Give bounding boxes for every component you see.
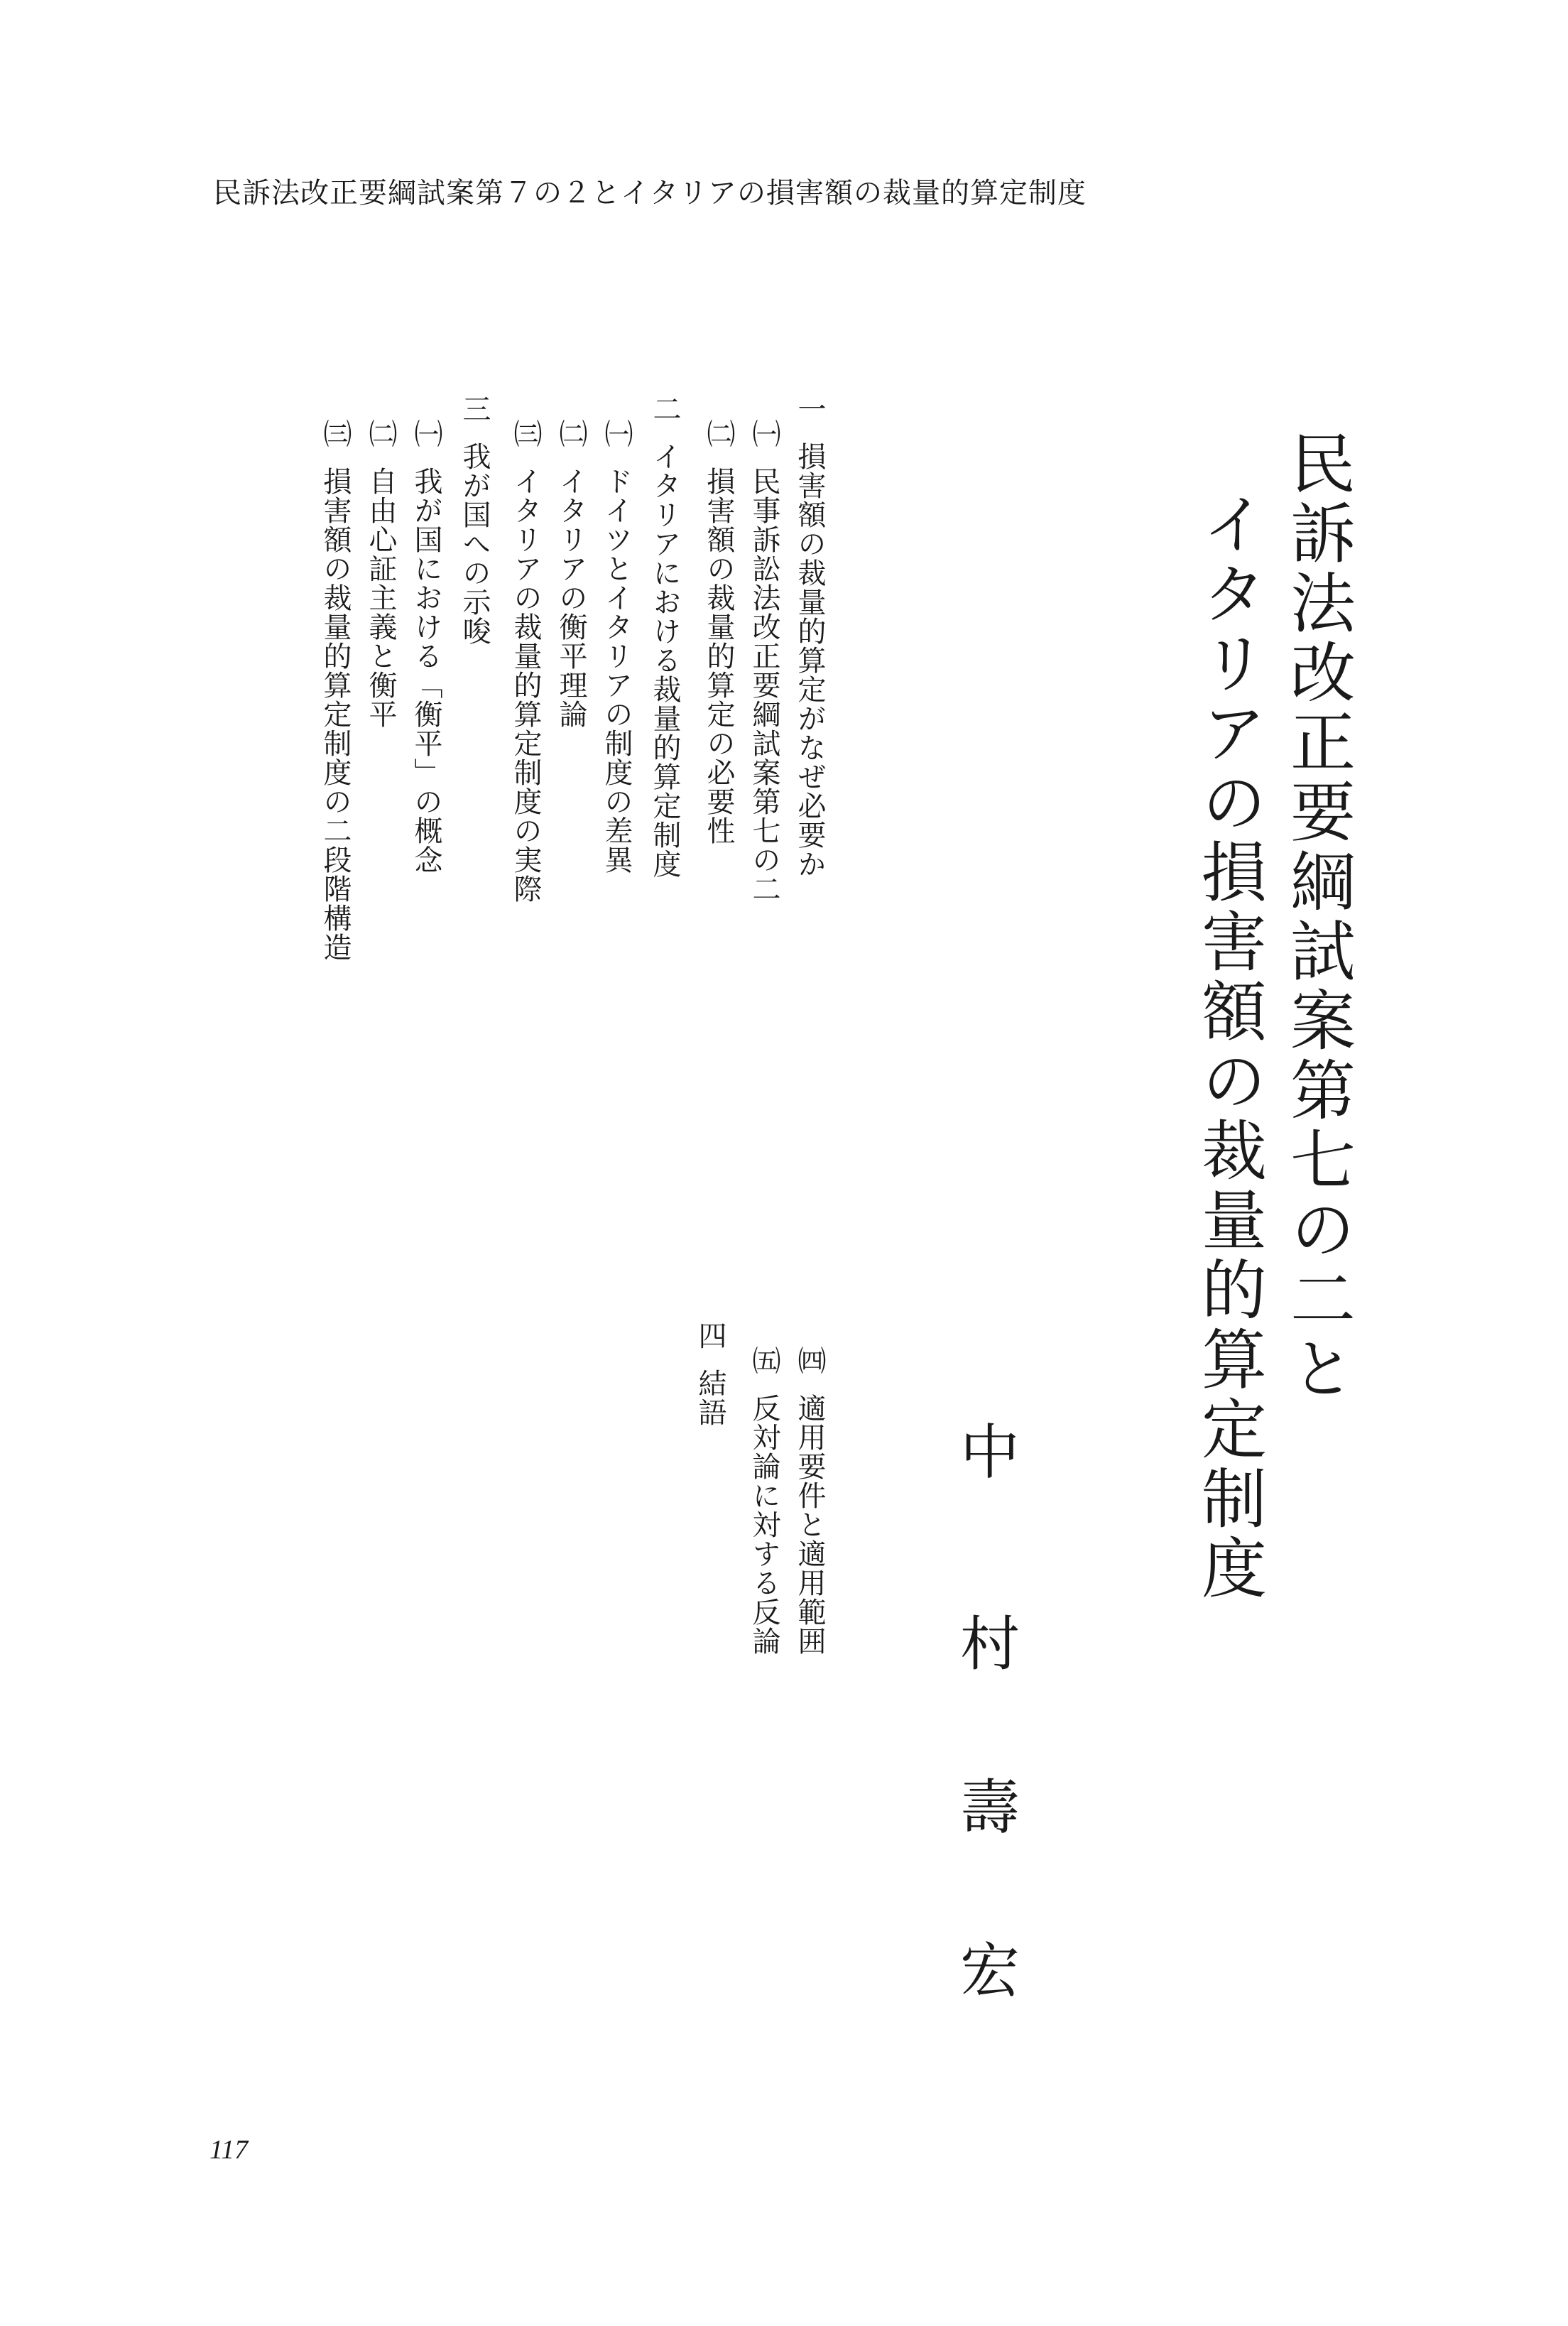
toc-item [410,419,442,874]
toc-number: ㈡ [364,419,397,448]
author-char-3: 壽 [960,1773,1020,1842]
toc-text: イタリアにおける裁量的算定制度 [648,442,681,879]
toc-number: ㈢ [319,419,352,448]
toc-number: ㈠ [600,419,633,448]
toc-text: 適用要件と適用範囲 [793,1393,826,1656]
toc-text: 損害額の裁量的算定の必要性 [702,467,735,845]
toc-text: 我が国への示唆 [458,442,491,646]
toc-item [794,1346,825,1656]
toc-text: 民事訴訟法改正要綱試案第七の二 [748,467,780,903]
toc-item [510,419,541,903]
toc-number: 四 [694,1321,726,1350]
toc-number: ㈡ [702,419,735,448]
author-char-2: 村 [960,1609,1020,1679]
toc-number: ㈢ [509,419,542,448]
toc-number: ㈡ [555,419,587,448]
title-line-2: イタリアの損害額の裁量的算定制度 [1191,490,1267,1604]
toc-number: ㈠ [410,419,442,448]
toc-number: ㈣ [793,1346,826,1375]
toc-item [748,1346,780,1656]
toc-number: ㈠ [748,419,780,448]
toc-item [555,419,587,729]
toc-item [365,419,396,729]
toc-text: 結語 [694,1369,726,1427]
running-header: 民訴法改正要綱試案第７の２とイタリアの損害額の裁量的算定制度 [213,177,1087,210]
toc-number: 三 [458,394,491,423]
toc-item [794,394,825,879]
toc-text: 我が国における「衡平」の概念 [410,467,442,874]
toc-text: イタリアの裁量的算定制度の実際 [509,467,542,903]
author-char-1: 中 [960,1418,1020,1487]
toc-text: ドイツとイタリアの制度の差異 [600,467,633,874]
toc-text: 損害額の裁量的算定制度の二段階構造 [319,467,352,962]
toc-item [601,419,632,874]
toc-text: 反対論に対する反論 [748,1393,780,1656]
toc-number: ㈤ [748,1346,780,1375]
toc-item [320,419,351,962]
toc-text: 自由心証主義と衡平 [364,467,397,729]
toc-text: 損害額の裁量的算定がなぜ必要か [793,442,826,879]
toc-item [649,394,680,879]
toc-item [748,419,780,903]
toc-item [703,419,734,845]
toc-number: 二 [648,394,681,423]
title-line-1: 民訴法改正要綱試案第七の二と [1280,430,1356,1404]
toc-text: イタリアの衡平理論 [555,467,587,729]
toc-number: 一 [793,394,826,423]
page-number: 117 [209,2135,249,2165]
author-char-4: 宏 [960,1936,1020,2006]
toc-item [459,394,490,646]
toc-item [695,1321,726,1427]
